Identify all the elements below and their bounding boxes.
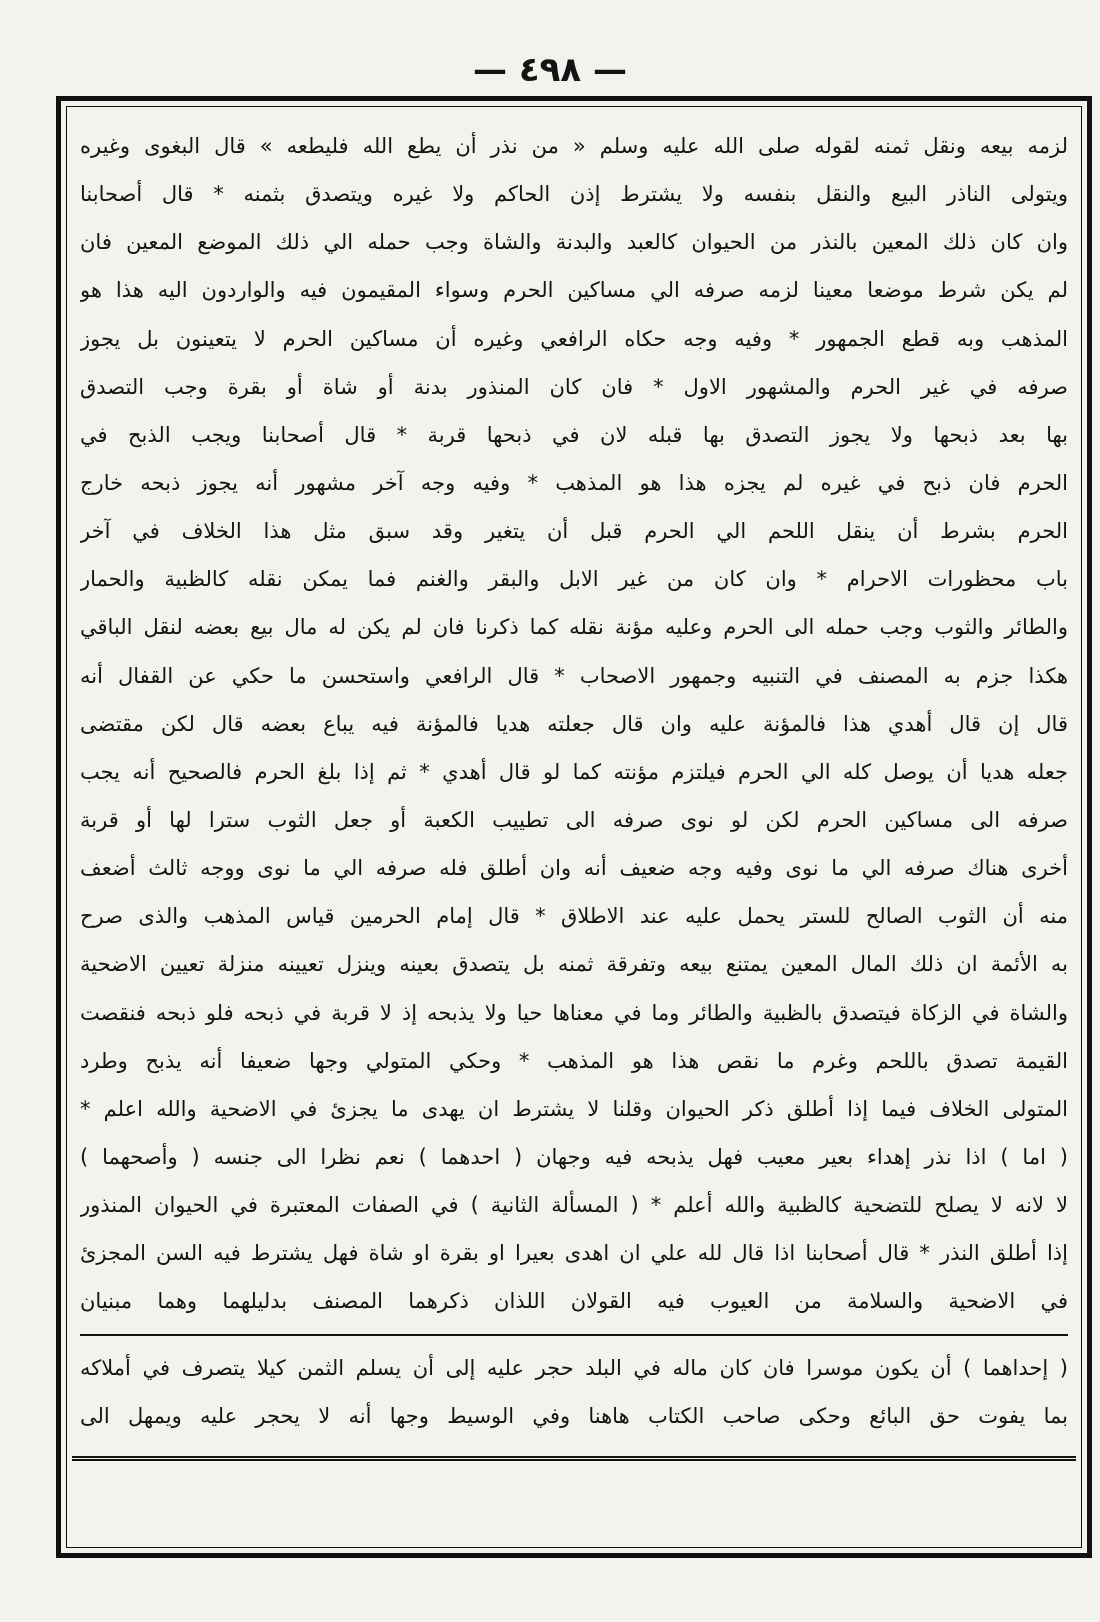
page-number: — ٤٩٨ — xyxy=(473,50,627,90)
text-line: لزمه بيعه ونقل ثمنه لقوله صلى الله عليه وسلم « من نذر أن يطع الله فليطعه » قال البغوى وغيره xyxy=(80,134,1068,158)
text-line: إذا أطلق النذر * قال أصحابنا اذا قال لله علي ان اهدى بعيرا او بقرة او شاة فهل يشترط فيه السن المجزئ xyxy=(80,1241,1068,1266)
footnote-divider xyxy=(80,1334,1068,1336)
text-line: لا لانه لا يصلح للتضحية كالظبية والله أعلم * ( المسألة الثانية ) في الصفات المعتبرة في الحيوان المنذور xyxy=(80,1193,1068,1218)
text-line: قال إن قال أهدي هذا فالمؤنة عليه وان قال جعلته هديا فالمؤنة فيه يباع بعضه قال لكن مقتضى xyxy=(80,711,1068,736)
text-line: هكذا جزم به المصنف في التنبيه وجمهور الاصحاب * قال الرافعي واستحسن ما حكي عن القفال أنه xyxy=(80,663,1068,688)
text-line: والشاة في الزكاة فيتصدق بالظبية والطائر وما في معناها حيا ولا يذبحه إذ لا قربة في ذبحه فلو ذبحه فنقصت xyxy=(80,1000,1068,1025)
text-line: الحرم فان ذبح في غيره لم يجزه هذا هو المذهب * وفيه وجه آخر مشهور أنه يجوز ذبحه خارج xyxy=(80,470,1068,495)
bottom-rule xyxy=(72,1456,1076,1461)
text-line: المذهب وبه قطع الجمهور * وفيه وجه حكاه الرافعي وغيره أن مساكين الحرم لا يتعينون بل يجوز xyxy=(80,326,1068,351)
text-line: والطائر والثوب وجب حمله الى الحرم وعليه مؤنة نقله كما ذكرنا فان لم يكن له مال بيع بعضه لنقل الباقي xyxy=(80,615,1068,640)
text-line: بها بعد ذبحها ولا يجوز التصدق بها قبله لان في ذبحها قربة * قال أصحابنا ويجب الذبح في xyxy=(80,422,1068,447)
text-line: ( اما ) اذا نذر إهداء بعير معيب فهل يذبحه فيه وجهان ( احدهما ) نعم نظرا الى جنسه ( وأصحهما ) xyxy=(80,1144,1068,1169)
text-line: به الأئمة ان ذلك المال المعين يمتنع بيعه وتفرقة ثمنه بل يتصدق بعينه وينزل تعيينه منزلة تعيين الاضحية xyxy=(80,952,1068,977)
text-line: باب محظورات الاحرام * وان كان من غير الابل والبقر والغنم فما يمكن نقله كالظبية والحمار xyxy=(80,567,1068,592)
text-line: صرفه في غير الحرم والمشهور الاول * فان كان المنذور بدنة أو شاة أو بقرة وجب التصدق xyxy=(80,374,1068,399)
text-line: أخرى هناك صرفه الي ما نوى وفيه وجه ضعيف أنه وان أطلق فله صرفه الي ما نوى ووجه ثالث أضعف xyxy=(80,856,1068,881)
text-line: لم يكن شرط موضعا معينا لزمه صرفه الي مساكين الحرم وسواء المقيمون فيه والواردون اليه هذا هو xyxy=(80,278,1068,303)
footnote-text xyxy=(80,1344,1068,1440)
text-line: صرفه الى مساكين الحرم لكن لو نوى صرفه الى تطييب الكعبة أو جعل الثوب سترا لها أو قربة xyxy=(80,807,1068,832)
footnote-line: بما يفوت حق البائع وحكى صاحب الكتاب هاهنا وفي الوسيط وجها أنه لا يحجر عليه ويمهل الى xyxy=(80,1404,1068,1428)
text-line: منه أن الثوب الصالح للستر يحمل عليه عند الاطلاق * قال إمام الحرمين قياس المذهب والذى صرح xyxy=(80,904,1068,929)
text-line: جعله هديا أن يوصل كله الي الحرم فيلتزم مؤنته كما لو قال أهدي * ثم إذا بلغ الحرم فالصحيح أنه يجب xyxy=(80,759,1068,784)
footnote-line: ( إحداهما ) أن يكون موسرا فان كان ماله في البلد حجر عليه إلى أن يسلم الثمن كيلا يتصرف في أملاكه xyxy=(80,1356,1068,1380)
text-line: وان كان ذلك المعين بالنذر من الحيوان كالعبد والبدنة والشاة وجب حمله الي ذلك الموضع المعين فان xyxy=(80,230,1068,255)
text-line: ويتولى الناذر البيع والنقل بنفسه ولا يشترط إذن الحاكم ولا غيره ويتصدق بثمنه * قال أصحابنا xyxy=(80,182,1068,207)
text-line: المتولى الخلاف فيما إذا أطلق ذكر الحيوان وقلنا لا يشترط ان يهدى ما يجزئ في الاضحية والله اعلم * xyxy=(80,1096,1068,1121)
text-line: الحرم بشرط أن ينقل اللحم الي الحرم قبل أن يتغير وقد سبق مثل هذا الخلاف في آخر xyxy=(80,519,1068,544)
text-line: القيمة تصدق باللحم وغرم ما نقص هذا هو المذهب * وحكي المتولي وجها ضعيفا أنه يذبح وطرد xyxy=(80,1048,1068,1073)
text-line: في الاضحية والسلامة من العيوب فيه القولان اللذان ذكرهما المصنف بدليلهما وهما مبنيان xyxy=(80,1289,1068,1314)
